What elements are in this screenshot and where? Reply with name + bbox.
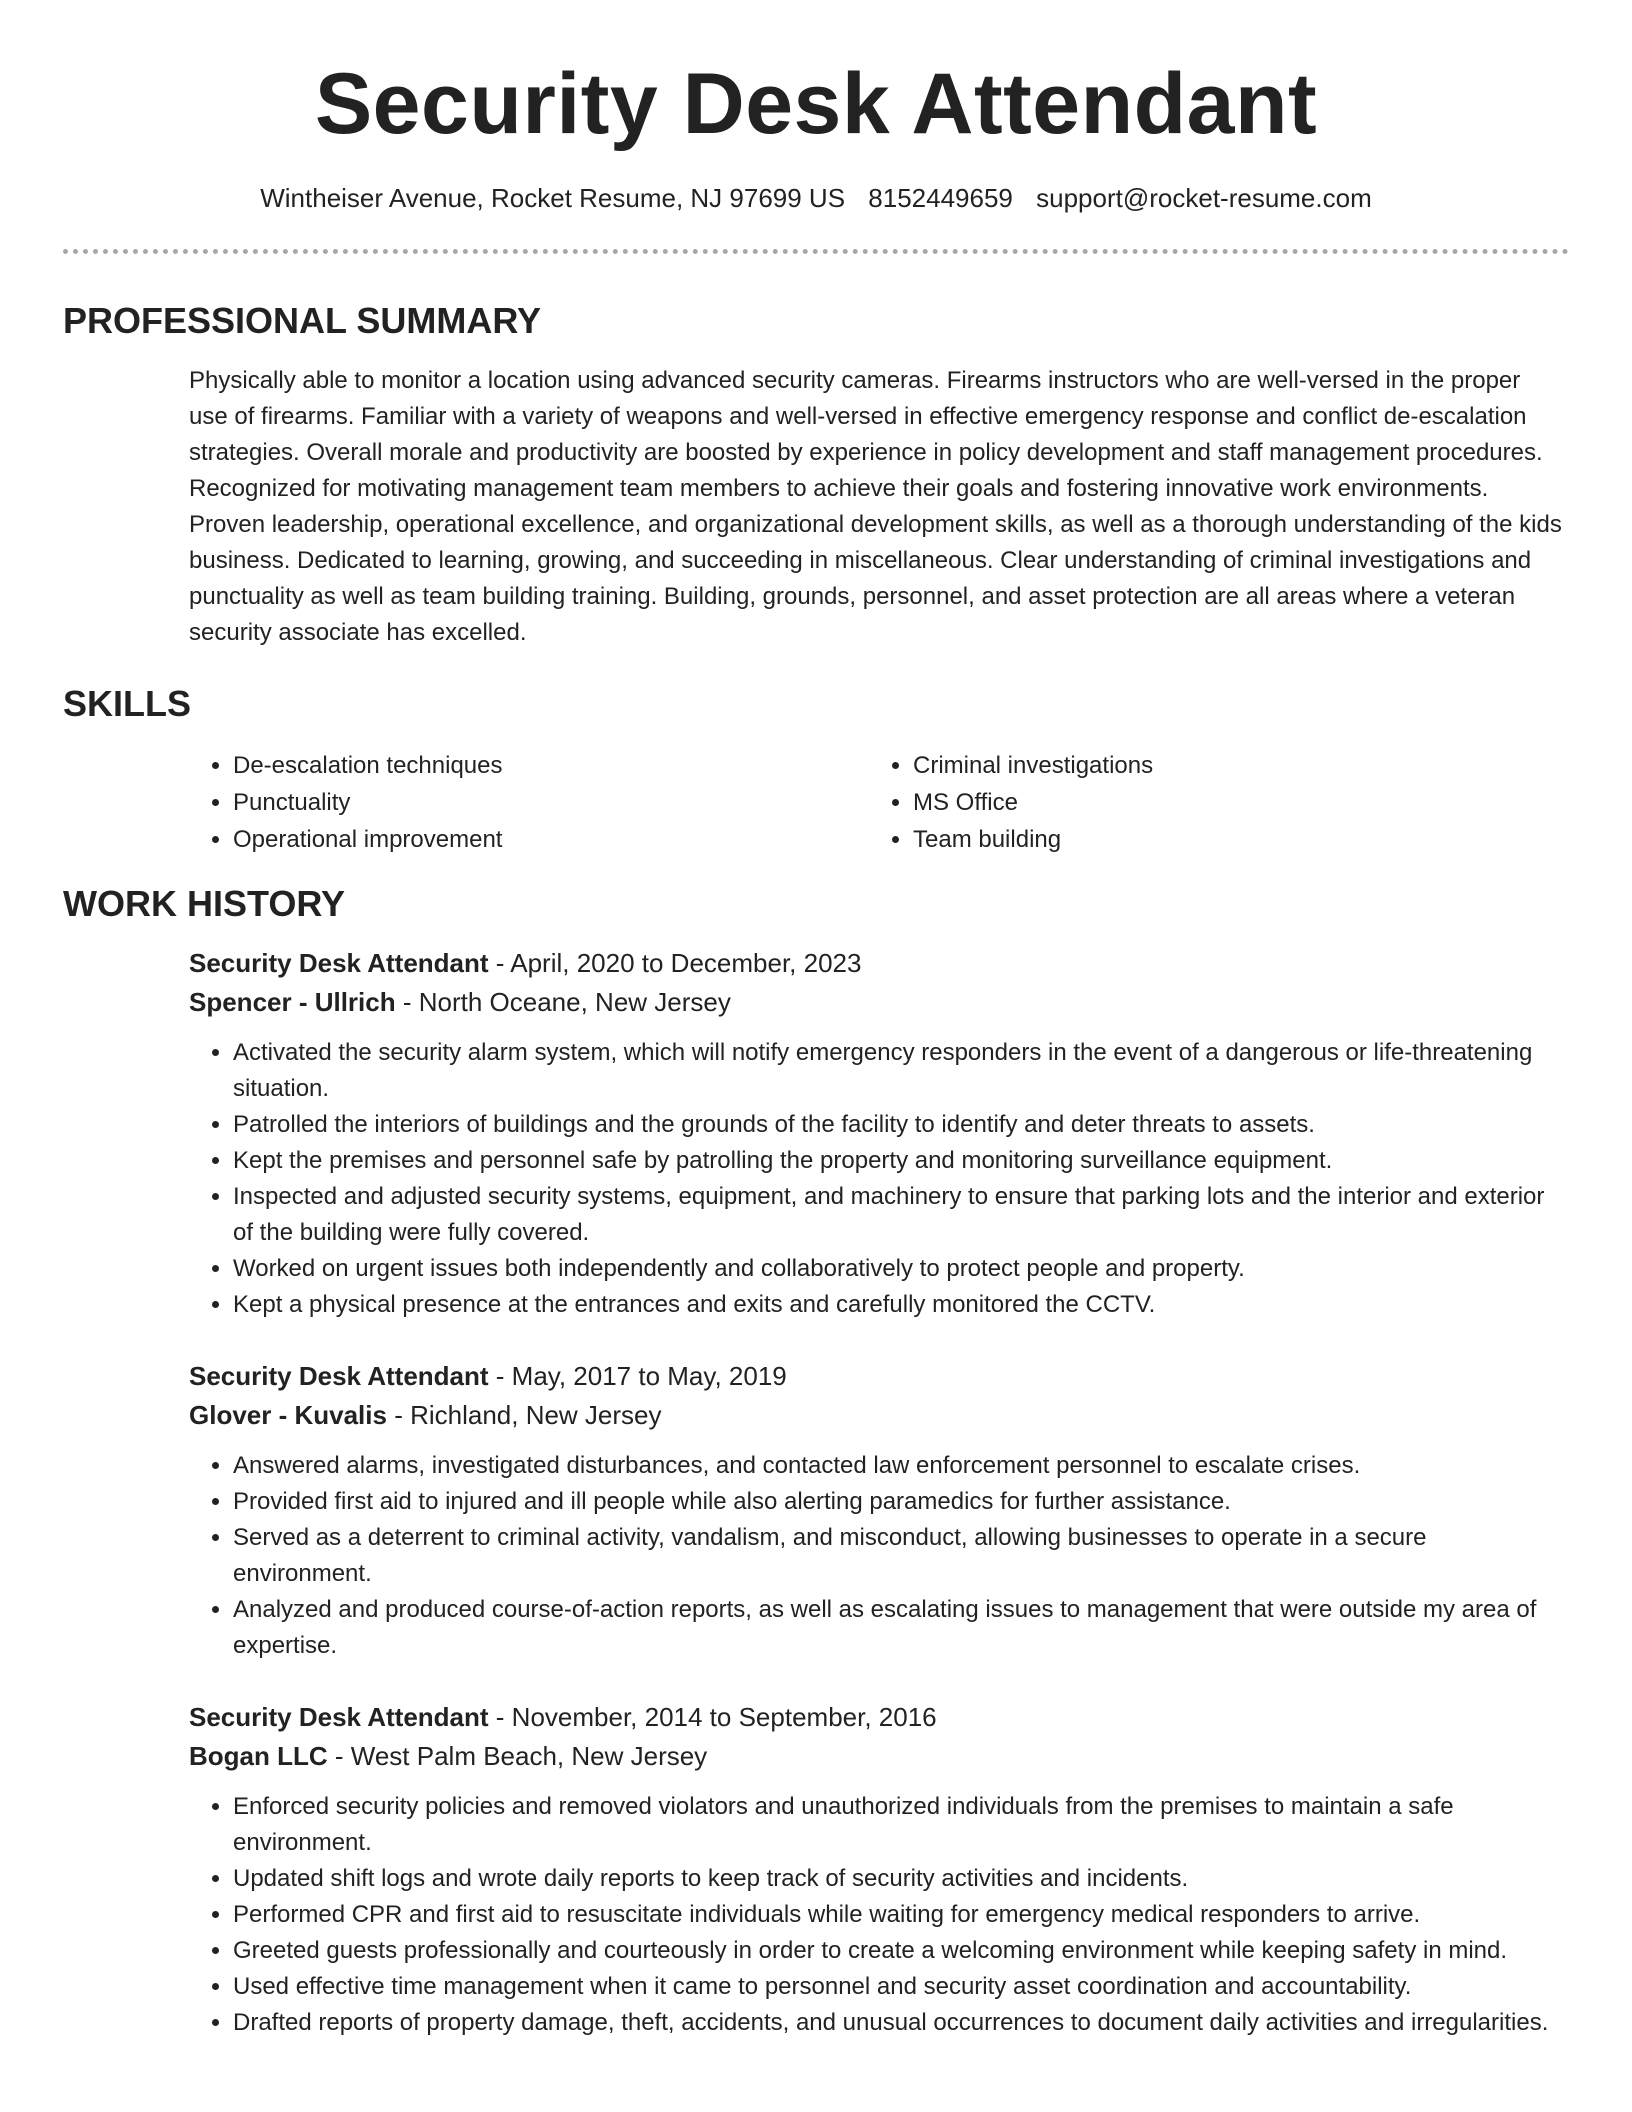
skill-item: • MS Office [913, 784, 1153, 821]
skill-item: • Criminal investigations [913, 747, 1153, 784]
skill-item: • Team building [913, 821, 1153, 858]
contact-address: Wintheiser Avenue, Rocket Resume, NJ 97699 US [260, 183, 846, 213]
job-bullets [189, 1035, 1569, 1323]
job-bullet: • Worked on urgent issues both independently and collaboratively to protect people and property. [233, 1251, 1569, 1287]
job-bullet: • Activated the security alarm system, which will notify emergency responders in the event of a dangerous or life-threatening situation. [233, 1035, 1569, 1107]
job-title-line [189, 1357, 1569, 1395]
job-title: Security Desk Attendant [189, 1702, 489, 1732]
job-bullet: • Answered alarms, investigated disturbances, and contacted law enforcement personnel to escalate crises. [233, 1448, 1569, 1484]
job-company: Glover - Kuvalis [189, 1400, 387, 1430]
job-location: - Richland, New Jersey [386, 1400, 662, 1430]
job-company-line [189, 1396, 1569, 1434]
job-bullet: • Inspected and adjusted security systems, equipment, and machinery to ensure that parking lots and the interior and exterior of the building were fully covered. [233, 1179, 1569, 1251]
skills-column-right [869, 747, 1153, 858]
skills-column-left [189, 747, 503, 858]
work-history-heading: WORK HISTORY [63, 883, 346, 924]
job-entry [189, 1698, 1569, 2041]
job-bullet: • Patrolled the interiors of buildings and the grounds of the facility to identify and deter threats to assets. [233, 1107, 1569, 1143]
job-bullet: • Updated shift logs and wrote daily reports to keep track of security activities and incidents. [233, 1861, 1569, 1897]
job-location: - West Palm Beach, New Jersey [327, 1741, 708, 1771]
job-entry [189, 944, 1569, 1323]
job-bullet: • Provided first aid to injured and ill people while also alerting paramedics for further assistance. [233, 1484, 1569, 1520]
header-divider [63, 249, 1569, 254]
contact-email: support@rocket-resume.com [1036, 183, 1372, 213]
job-title: Security Desk Attendant [189, 948, 489, 978]
skill-item: • Operational improvement [233, 821, 503, 858]
job-bullets [189, 1789, 1569, 2041]
summary-heading: PROFESSIONAL SUMMARY [63, 300, 542, 341]
job-bullet: • Served as a deterrent to criminal activity, vandalism, and misconduct, allowing businesses to operate in a secure environment. [233, 1520, 1569, 1592]
job-company-line [189, 1737, 1569, 1775]
job-bullet: • Greeted guests professionally and courteously in order to create a welcoming environment while keeping safety in mind. [233, 1933, 1569, 1969]
job-title-line [189, 1698, 1569, 1736]
skills-heading: SKILLS [63, 683, 192, 724]
contact-line [0, 180, 1632, 216]
job-dates: - April, 2020 to December, 2023 [488, 948, 862, 978]
job-company: Spencer - Ullrich [189, 987, 396, 1017]
job-bullets [189, 1448, 1569, 1664]
job-dates: - May, 2017 to May, 2019 [488, 1361, 787, 1391]
skills-list [189, 747, 1569, 859]
job-title: Security Desk Attendant [189, 1361, 489, 1391]
contact-phone: 8152449659 [868, 183, 1013, 213]
job-bullet: • Enforced security policies and removed violators and unauthorized individuals from the premises to maintain a safe environment. [233, 1789, 1569, 1861]
job-bullet: • Analyzed and produced course-of-action reports, as well as escalating issues to management that were outside my area of expertise. [233, 1592, 1569, 1664]
skill-item: • De-escalation techniques [233, 747, 503, 784]
job-company-line [189, 983, 1569, 1021]
job-bullet: • Kept a physical presence at the entrances and exits and carefully monitored the CCTV. [233, 1287, 1569, 1323]
summary-text: Physically able to monitor a location using advanced security cameras. Firearms instructors who are well-versed in the proper use of firearms. Familiar with a variety of weapons and well-versed in effective emergency response and conflict de-escalation strategies. Overall morale and productivity are boosted by experience in policy development and staff management procedures. Recognized for motivating management team members to achieve their goals and fostering innovative work environments. Proven leadership, operational excellence, and organizational development skills, as well as a thorough understanding of the kids business. Dedicated to learning, growing, and succeeding in miscellaneous. Clear understanding of criminal investigations and punctuality as well as team building training. Building, grounds, personnel, and asset protection are all areas where a veteran security associate has excelled. [189, 367, 1562, 646]
job-entry [189, 1357, 1569, 1664]
job-location: - North Oceane, New Jersey [395, 987, 731, 1017]
job-bullet: • Performed CPR and first aid to resuscitate individuals while waiting for emergency medical responders to arrive. [233, 1897, 1569, 1933]
job-company: Bogan LLC [189, 1741, 328, 1771]
job-bullet: • Drafted reports of property damage, theft, accidents, and unusual occurrences to document daily activities and irregularities. [233, 2005, 1569, 2041]
job-bullet: • Kept the premises and personnel safe by patrolling the property and monitoring surveillance equipment. [233, 1143, 1569, 1179]
resume-name: Security Desk Attendant [314, 56, 1318, 152]
job-dates: - November, 2014 to September, 2016 [488, 1702, 937, 1732]
skill-item: • Punctuality [233, 784, 503, 821]
job-title-line [189, 944, 1569, 982]
job-bullet: • Used effective time management when it came to personnel and security asset coordination and accountability. [233, 1969, 1569, 2005]
